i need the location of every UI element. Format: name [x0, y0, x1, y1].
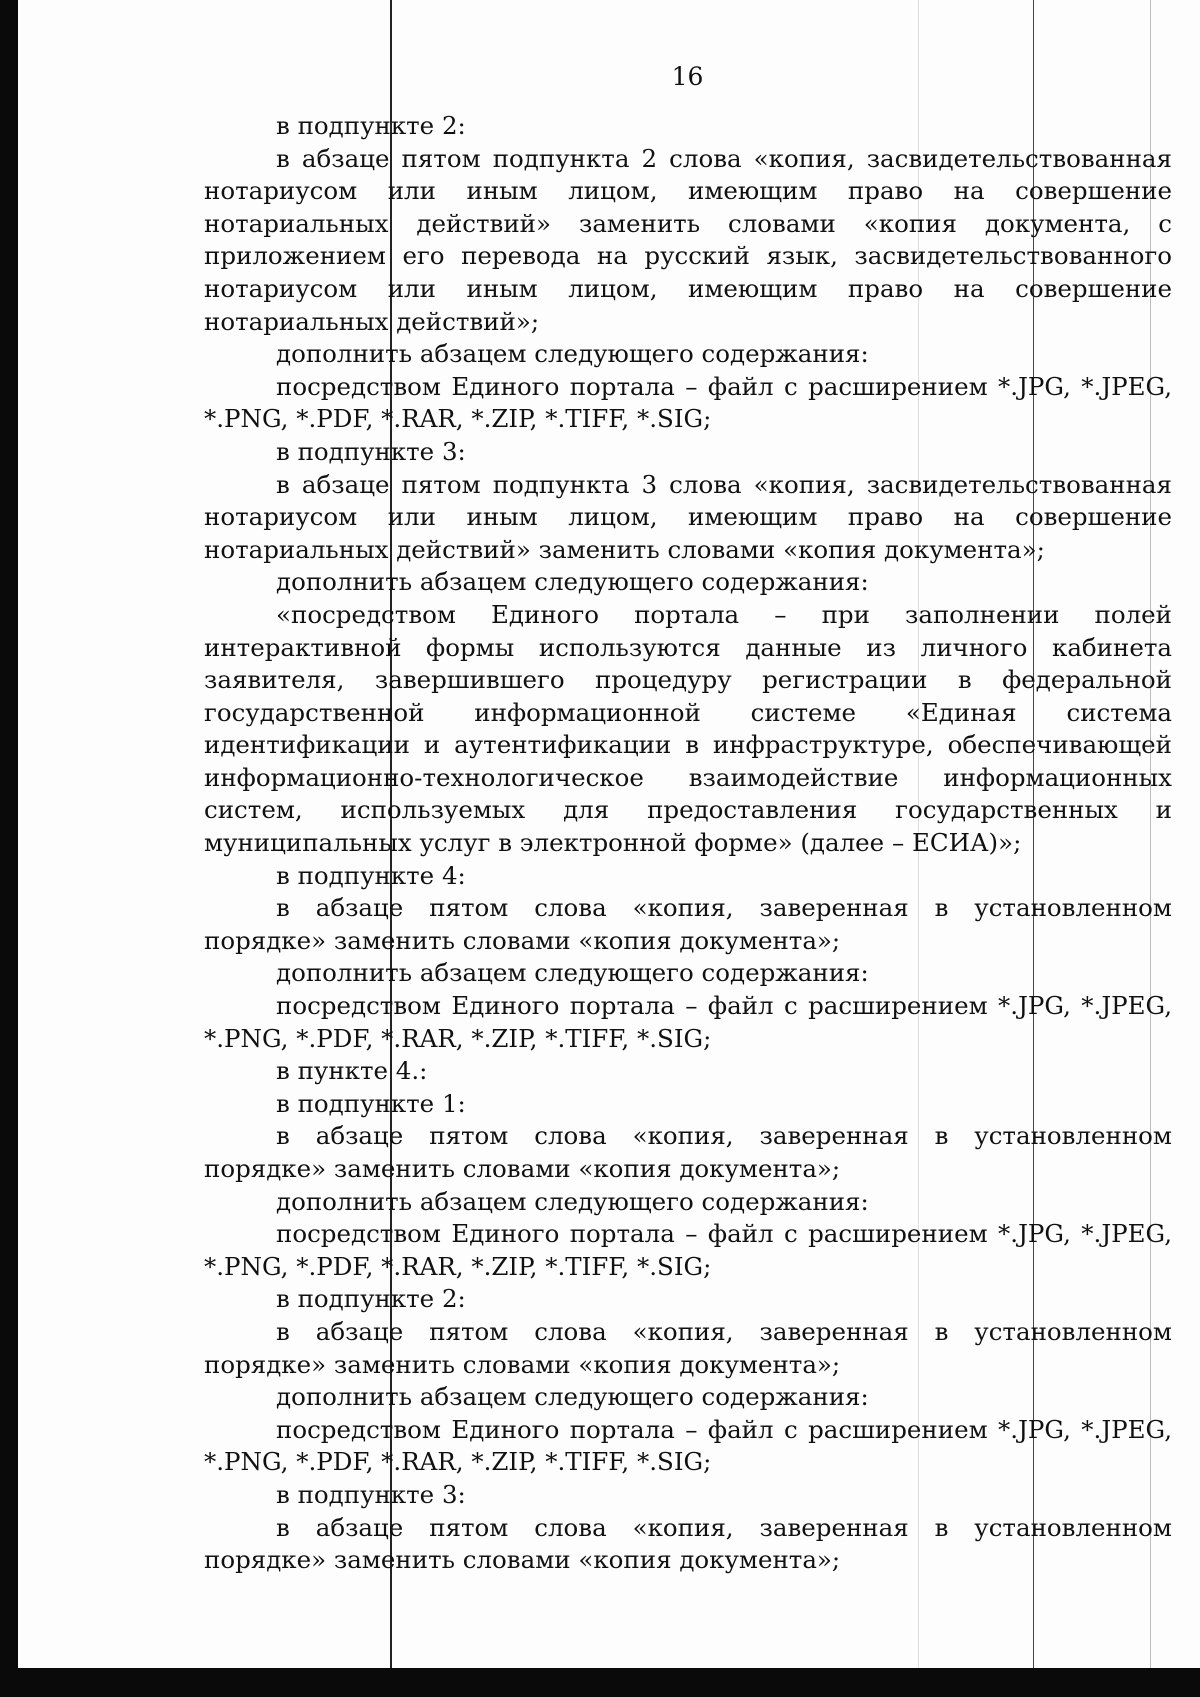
paragraph: в пункте 4.:	[276, 1056, 428, 1086]
paragraph: в абзаце пятом слова «копия, заверенная в установленном порядке» заменить словами «копия документа»;	[204, 1512, 1172, 1575]
paragraph: в подпункте 2:	[276, 111, 466, 140]
paragraph: в абзаце пятом подпункта 3 слова «копия, засвидетельствованная нотариусом или иным лицом, имеющим право на совершение нотариальных действий» заменить словами «копия документа»;	[204, 469, 1172, 564]
paragraph: в подпункте 4:	[276, 860, 466, 890]
scan-border-left	[0, 0, 18, 1697]
paragraph: дополнить абзацем следующего содержания:	[276, 1186, 869, 1216]
paragraph: посредством Единого портала – файл с расширением *.JPG, *.JPEG, *.PNG, *.PDF, *.RAR, *.ZIP, *.TIFF, *.SIG;	[204, 1414, 1172, 1477]
paragraph: в абзаце пятом слова «копия, заверенная в установленном порядке» заменить словами «копия документа»;	[204, 1121, 1172, 1183]
paragraph: в абзаце пятом подпункта 2 слова «копия, засвидетельствованная нотариусом или иным лицом, имеющим право на совершение нотариальных действий» заменить словами «копия документа, с приложением его перевода на русский язык, засвидетельствованного нотариусом или иным лицом, имеющим право на совершение нотариальных действий»;	[204, 143, 1172, 336]
paragraph: «посредством Единого портала – при заполнении полей интерактивной формы используются данные из личного кабинета заявителя, завершившего процедуру регистрации в федеральной государственной информационной системе «Единая система идентификации и аутентификации в инфраструктуре, обеспечивающей информационно-технологическое взаимодействие информационных систем, используемых для предоставления государственных и муниципальных услуг в электронной форме» (далее – ЕСИА)»;	[204, 599, 1172, 858]
paragraph: в абзаце пятом слова «копия, заверенная в установленном порядке» заменить словами «копия документа»;	[204, 1316, 1172, 1379]
document-body	[204, 110, 1172, 1577]
paragraph: посредством Единого портала – файл с расширением *.JPG, *.JPEG, *.PNG, *.PDF, *.RAR, *.ZIP, *.TIFF, *.SIG;	[204, 371, 1172, 434]
paragraph: дополнить абзацем следующего содержания:	[276, 1382, 869, 1412]
page-number: 16	[671, 62, 704, 91]
paragraph: дополнить абзацем следующего содержания:	[276, 339, 869, 369]
paragraph: посредством Единого портала – файл с расширением *.JPG, *.JPEG, *.PNG, *.PDF, *.RAR, *.ZIP, *.TIFF, *.SIG;	[204, 991, 1172, 1053]
paragraph: в абзаце пятом слова «копия, заверенная в установленном порядке» заменить словами «копия документа»;	[204, 893, 1172, 955]
paragraph: в подпункте 3:	[276, 436, 466, 466]
paragraph: в подпункте 3:	[276, 1479, 466, 1509]
paragraph: в подпункте 2:	[276, 1284, 466, 1314]
paragraph: в подпункте 1:	[276, 1088, 466, 1118]
scan-border-bottom	[0, 1668, 1200, 1697]
paragraph: дополнить абзацем следующего содержания:	[276, 567, 869, 597]
paragraph: посредством Единого портала – файл с расширением *.JPG, *.JPEG, *.PNG, *.PDF, *.RAR, *.ZIP, *.TIFF, *.SIG;	[204, 1219, 1172, 1281]
paragraph: дополнить абзацем следующего содержания:	[276, 958, 869, 988]
